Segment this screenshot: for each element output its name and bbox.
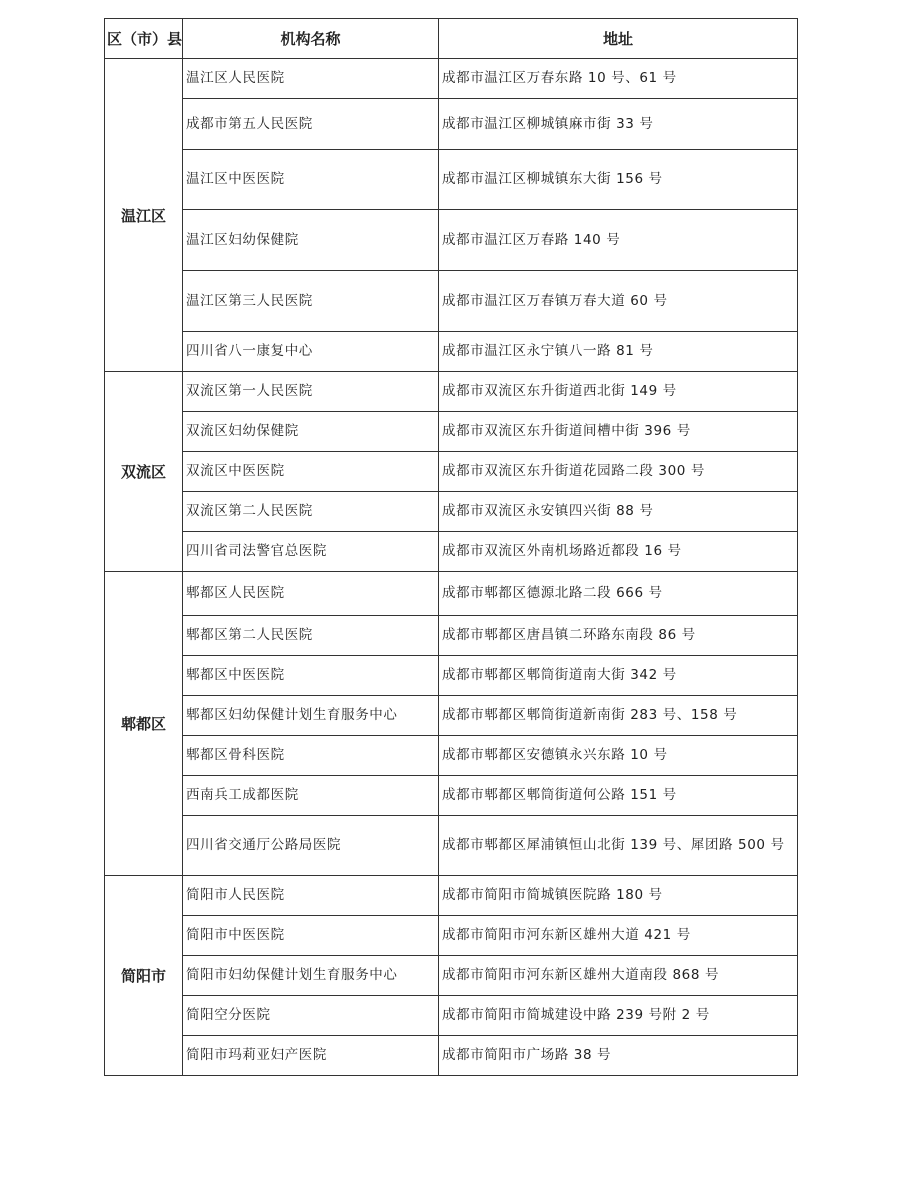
institution-name: 温江区第三人民医院	[183, 271, 439, 332]
table-row	[105, 492, 798, 532]
table-row	[105, 996, 798, 1036]
institution-name: 四川省八一康复中心	[183, 332, 439, 372]
table-row	[105, 776, 798, 816]
table-row	[105, 616, 798, 656]
institution-address: 成都市简阳市简城建设中路 239 号附 2 号	[439, 996, 798, 1036]
institution-name: 郫都区人民医院	[183, 572, 439, 616]
institution-name: 简阳市中医医院	[183, 916, 439, 956]
table-row	[105, 572, 798, 616]
table-row	[105, 452, 798, 492]
institution-name: 简阳市玛莉亚妇产医院	[183, 1036, 439, 1076]
institution-name: 郫都区妇幼保健计划生育服务中心	[183, 696, 439, 736]
institution-name: 简阳空分医院	[183, 996, 439, 1036]
institution-address: 成都市郫都区安德镇永兴东路 10 号	[439, 736, 798, 776]
institution-name: 简阳市人民医院	[183, 876, 439, 916]
institution-address: 成都市温江区柳城镇东大街 156 号	[439, 150, 798, 210]
table-row	[105, 916, 798, 956]
table-row	[105, 696, 798, 736]
institution-name: 郫都区骨科医院	[183, 736, 439, 776]
table-row	[105, 412, 798, 452]
institution-name: 郫都区第二人民医院	[183, 616, 439, 656]
header-row	[105, 19, 798, 59]
institution-name: 温江区中医医院	[183, 150, 439, 210]
institution-name: 双流区中医医院	[183, 452, 439, 492]
district-cell-shuangliu: 双流区	[105, 372, 183, 572]
institution-address: 成都市双流区永安镇四兴街 88 号	[439, 492, 798, 532]
header-name: 机构名称	[183, 19, 439, 59]
institution-name: 成都市第五人民医院	[183, 99, 439, 150]
header-district: 区（市）县	[105, 19, 183, 59]
institution-address: 成都市温江区永宁镇八一路 81 号	[439, 332, 798, 372]
table-row	[105, 99, 798, 150]
district-cell-jianyang: 简阳市	[105, 876, 183, 1076]
table-row	[105, 656, 798, 696]
institution-address: 成都市郫都区郫筒街道南大街 342 号	[439, 656, 798, 696]
institution-name: 四川省交通厅公路局医院	[183, 816, 439, 876]
institution-address: 成都市郫都区郫筒街道何公路 151 号	[439, 776, 798, 816]
district-cell-wenjiang: 温江区	[105, 59, 183, 372]
table-row	[105, 736, 798, 776]
institution-address: 成都市温江区万春镇万春大道 60 号	[439, 271, 798, 332]
district-cell-pidu: 郫都区	[105, 572, 183, 876]
table-row	[105, 1036, 798, 1076]
institution-address: 成都市郫都区犀浦镇恒山北街 139 号、犀团路 500 号	[439, 816, 798, 876]
table-row	[105, 271, 798, 332]
institution-name: 双流区妇幼保健院	[183, 412, 439, 452]
institution-name: 双流区第二人民医院	[183, 492, 439, 532]
institution-address: 成都市双流区东升街道间槽中街 396 号	[439, 412, 798, 452]
table-row	[105, 876, 798, 916]
institution-address: 成都市简阳市河东新区雄州大道 421 号	[439, 916, 798, 956]
institution-name: 四川省司法警官总医院	[183, 532, 439, 572]
institution-address: 成都市双流区东升街道花园路二段 300 号	[439, 452, 798, 492]
institution-address: 成都市郫都区郫筒街道新南街 283 号、158 号	[439, 696, 798, 736]
institution-address: 成都市郫都区德源北路二段 666 号	[439, 572, 798, 616]
institution-name: 双流区第一人民医院	[183, 372, 439, 412]
table-row	[105, 816, 798, 876]
table-row	[105, 59, 798, 99]
hospital-table	[104, 18, 798, 1076]
institution-address: 成都市郫都区唐昌镇二环路东南段 86 号	[439, 616, 798, 656]
institution-name: 简阳市妇幼保健计划生育服务中心	[183, 956, 439, 996]
table-row	[105, 956, 798, 996]
institution-address: 成都市双流区东升街道西北街 149 号	[439, 372, 798, 412]
table-row	[105, 532, 798, 572]
institution-address: 成都市温江区万春东路 10 号、61 号	[439, 59, 798, 99]
institution-address: 成都市温江区柳城镇麻市街 33 号	[439, 99, 798, 150]
table-row	[105, 332, 798, 372]
institution-name: 郫都区中医医院	[183, 656, 439, 696]
header-address: 地址	[439, 19, 798, 59]
table-row	[105, 150, 798, 210]
institution-name: 温江区人民医院	[183, 59, 439, 99]
institution-name: 西南兵工成都医院	[183, 776, 439, 816]
table-row	[105, 210, 798, 271]
institution-address: 成都市温江区万春路 140 号	[439, 210, 798, 271]
institution-address: 成都市双流区外南机场路近都段 16 号	[439, 532, 798, 572]
institution-address: 成都市简阳市简城镇医院路 180 号	[439, 876, 798, 916]
institution-name: 温江区妇幼保健院	[183, 210, 439, 271]
institution-address: 成都市简阳市广场路 38 号	[439, 1036, 798, 1076]
table-row	[105, 372, 798, 412]
institution-address: 成都市简阳市河东新区雄州大道南段 868 号	[439, 956, 798, 996]
